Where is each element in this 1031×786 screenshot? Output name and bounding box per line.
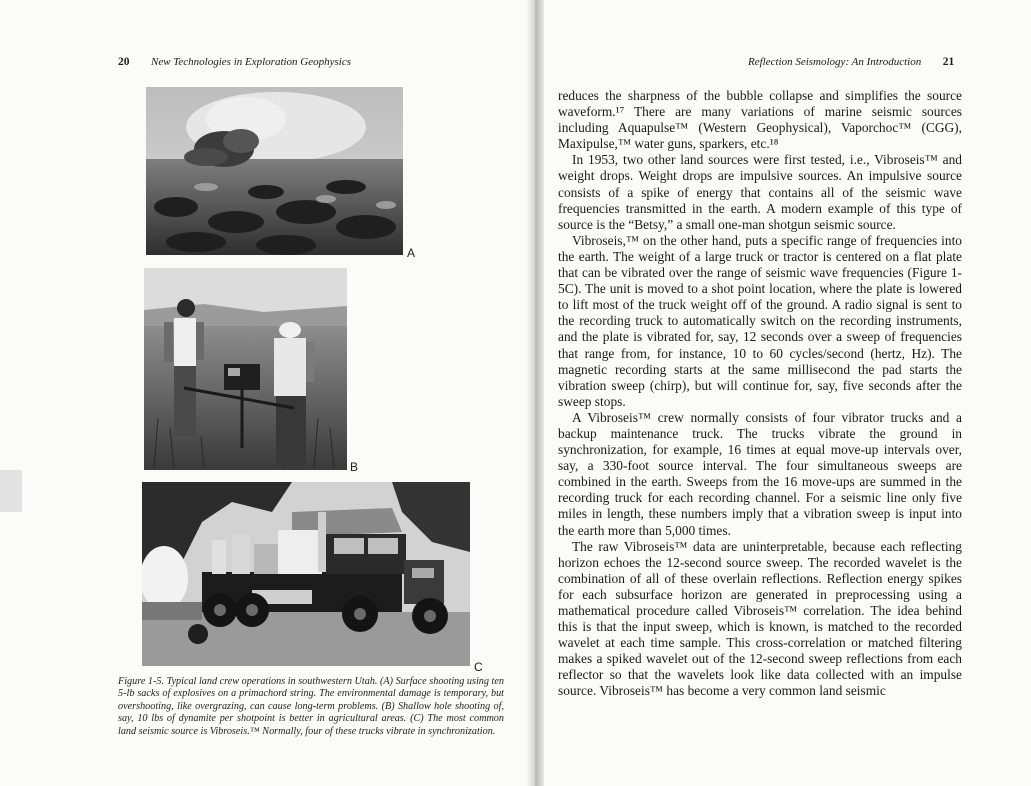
photo-c-vibroseis-truck: [142, 482, 470, 666]
figure-caption-text: Figure 1-5. Typical land crew operations in southwestern Utah. (A) Surface shooting using ten 5-lb sacks of explosives on a primachord string. The environmental damage is temporary, but overshooting, like overgrazing, can cause long-term problems. (B) Shallow hole shooting of, say, 10 lbs of dynamite per shotpoint is better in agricultural areas. (C) The most common land seismic source is Vibroseis.™ Normally, four of these trucks vibrate in synchronization.: [118, 676, 504, 737]
left-page-number: 20: [118, 56, 130, 68]
body-text-column: [558, 88, 962, 700]
paragraph: In 1953, two other land sources were first tested, i.e., Vibroseis™ and weight drops. Weight drops are impulsive sources. An impulsive source consists of a spike of energy that contains all of the seismic wave frequencies transmitted in the earth. A modern example of this type of source is the “Betsy,” a small one-man shotgun seismic source.: [558, 152, 962, 232]
left-running-head: [118, 56, 351, 68]
photo-b-label: B: [350, 460, 359, 474]
paragraph: The raw Vibroseis™ data are uninterpretable, because each reflecting horizon echoes the 12-second source sweep. The recorded wavelet is the combination of all of these overlain reflections. Reflection energy spikes for each subsurface horizon are generated in preprocessing using a mathematical procedure called Vibroseis™ correlation. The idea behind this is that the input sweep, which is known, is matched to the recorded wavelet at each time sample. This cross-correlation or matched filtering makes a spiked wavelet out of the 12-second sweep reflections from each reflector so that the wavelets look like data collected with an impulse source. Vibroseis™ has become a very common land seismic: [558, 538, 962, 699]
paragraph: reduces the sharpness of the bubble collapse and simplifies the source waveform.¹⁷ There are many variations of marine seismic sources including Aquapulse™ (Western Geophysical), Vaporchoc™ (CGG), Maxipulse,™ water guns, sparkers, etc.¹⁸: [558, 88, 962, 152]
right-running-head: [748, 56, 954, 68]
book-gutter: [526, 0, 544, 786]
right-page-number: 21: [942, 56, 955, 68]
paragraph: Vibroseis,™ on the other hand, puts a specific range of frequencies into the earth. The weight of a large truck or tractor is centered on a flat plate that can be vibrated over the range of seismic wave frequencies (Figure 1-5C). The unit is moved to a shot point location, where the plate is lowered to lift most of the truck weight off of the ground. A radio signal is sent to the recording truck to automatically switch on the recording instruments, and the plate is vibrated for, say, 12 seconds over a sweep of frequencies that range from, for instance, 10 to 60 cycles/second (hertz, Hz). The magnetic recording starts at the same millisecond the pad starts the vibration sweep (chirp), but will continue for, say, five seconds after the sweep stops.: [558, 232, 962, 409]
right-running-title: Reflection Seismology: An Introduction: [748, 56, 922, 68]
paragraph: A Vibroseis™ crew normally consists of four vibrator trucks and a backup maintenance truck. The trucks vibrate the ground in synchronization, for example, 16 times at equal move-up intervals over, say, a 330-foot source interval. The four simultaneous sweeps are combined in the earth. Sweeps from the 16 move-ups are summed in the recording truck for each recording channel. For a seismic line only five miles in length, these numbers imply that a vibration sweep is input into the earth more than 5,000 times.: [558, 409, 962, 538]
photo-a-surface-shooting: [146, 87, 403, 255]
left-running-title: New Technologies in Exploration Geophysics: [151, 56, 352, 68]
figure-caption: [118, 676, 504, 738]
page-edge-mark: [0, 470, 22, 512]
photo-a-label: A: [407, 246, 416, 260]
photo-b-hole-shooting: [144, 268, 347, 470]
photo-c-label: C: [474, 660, 483, 674]
